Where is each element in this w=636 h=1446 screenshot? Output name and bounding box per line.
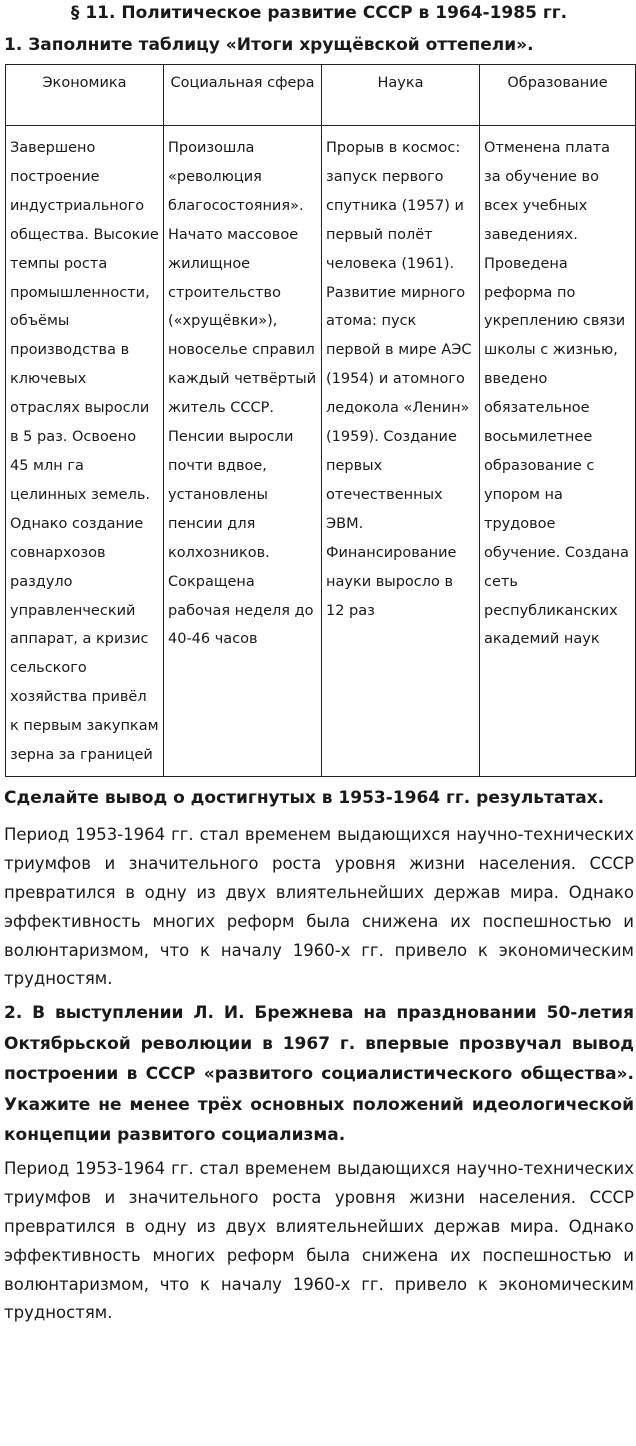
header-science: Наука <box>322 65 480 126</box>
header-economy: Экономика <box>6 65 164 126</box>
conclusion-prompt: Сделайте вывод о достигнутых в 1953-1964 гг. результатах. <box>4 787 605 808</box>
cell-education: Отменена плата за обучение во всех учебных заведениях. Проведена реформа по укреплению связи школы с жизнью, введено обязательное восьмилетнее образование с упором на трудовое обучение. Создана сеть республиканских академий наук <box>480 126 636 777</box>
task2-answer: Период 1953-1964 гг. стал временем выдающихся научно-технических триумфов и значительного роста уровня жизни населения. СССР превратился в одну из двух влиятельнейших держав мира. Однако эффективность многих реформ была снижена их поспешностью и волюнтаризмом, что к началу 1960-х гг. привело к экономическим трудностям. <box>4 1158 634 1323</box>
task2-question: 2. В выступлении Л. И. Брежнева на праздновании 50-летия Октябрьской революции в 1967 г. впервые прозвучал вывод построении в СССР «развитого социалистического общества». Укажите не менее трёх основных положений идеологической концепции развитого социализма. <box>4 1003 634 1146</box>
header-social: Социальная сфера <box>164 65 322 126</box>
conclusion-answer: Период 1953-1964 гг. стал временем выдающихся научно-технических триумфов и значительного роста уровня жизни населения. СССР превратился в одну из двух влиятельнейших держав мира. Однако эффективность многих реформ была снижена их поспешностью и волюнтаризмом, что к началу 1960-х гг. привело к экономическим трудностям. <box>4 824 634 989</box>
thaw-results-table <box>5 64 636 777</box>
page-title: § 11. Политическое развитие СССР в 1964-1985 гг. <box>70 3 568 23</box>
header-education: Образование <box>480 65 636 126</box>
task1-heading: 1. Заполните таблицу «Итоги хрущёвской оттепели». <box>4 35 534 55</box>
cell-science: Прорыв в космос: запуск первого спутника (1957) и первый полёт человека (1961). Развитие мирного атома: пуск первой в мире АЭС (1954) и атомного ледокола «Ленин» (1959). Создание первых отечественных ЭВМ. Финансирование науки выросло в 12 раз <box>322 126 480 777</box>
cell-economy: Завершено построение индустриального общества. Высокие темпы роста промышленности, объёмы производства в ключевых отраслях выросли в 5 раз. Освоено 45 млн га целинных земель. Однако создание совнархозов раздуло управленческий аппарат, а кризис сельского хозяйства привёл к первым закупкам зерна за границей <box>6 126 164 777</box>
table-row <box>6 126 636 777</box>
cell-social: Произошла «революция благосостояния». Начато массовое жилищное строительство («хрущёвки»), новоселье справил каждый четвёртый житель СССР. Пенсии выросли почти вдвое, установлены пенсии для колхозников. Сокращена рабочая неделя до 40-46 часов <box>164 126 322 777</box>
table-header-row <box>6 65 636 126</box>
